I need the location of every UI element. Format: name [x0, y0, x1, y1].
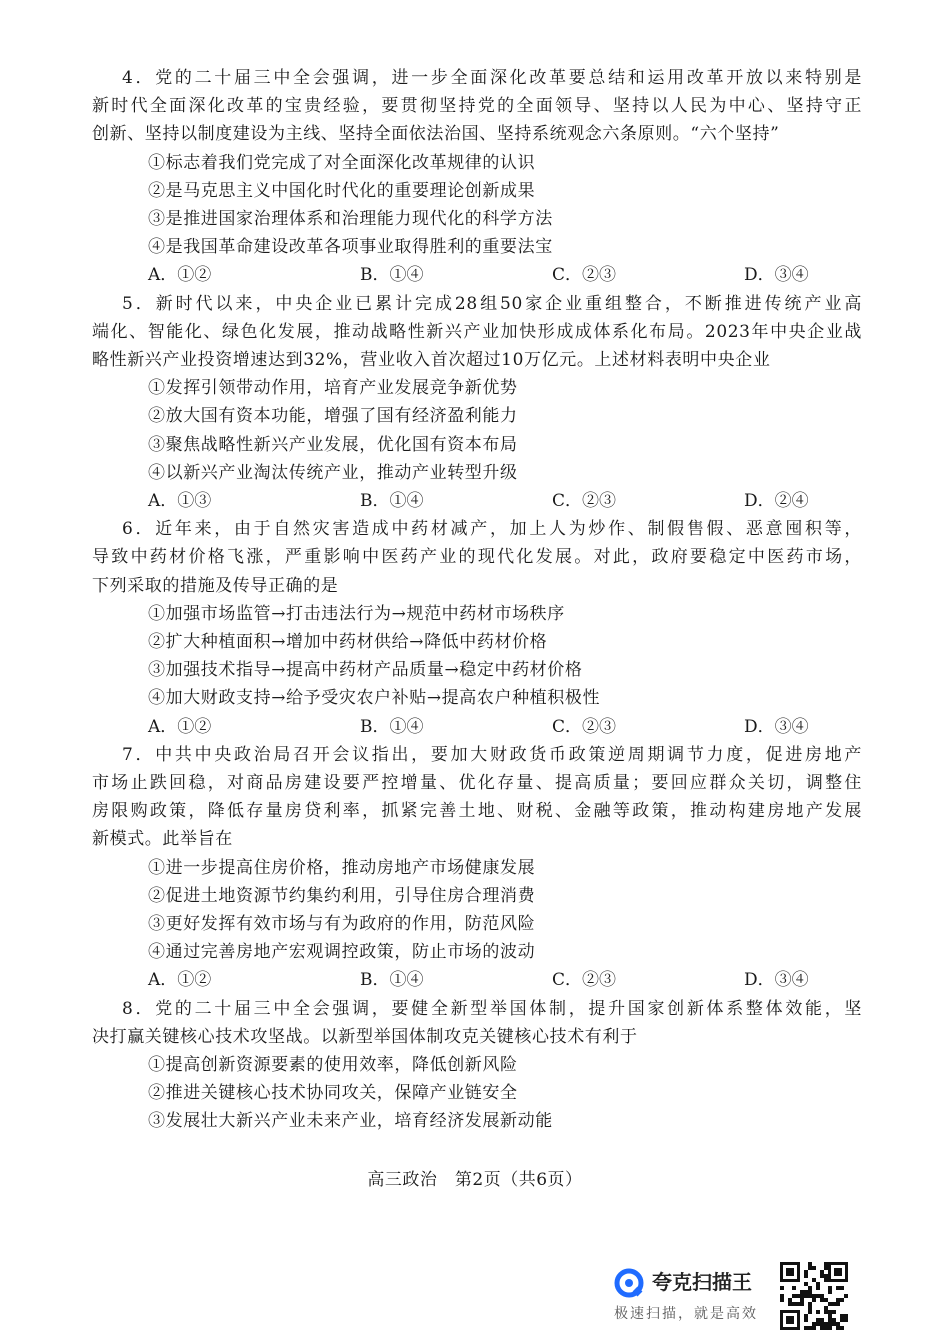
question-stem-line: 8．党的二十届三中全会强调，要健全新型举国体制，提升国家创新体系整体效能，坚 [122, 998, 862, 1019]
question-option: ④以新兴产业淘汰传统产业，推动产业转型升级 [148, 462, 518, 483]
answer-choice: D．③④ [744, 716, 809, 737]
question-option: ②是马克思主义中国化时代化的重要理论创新成果 [148, 180, 536, 201]
question-option: ①提高创新资源要素的使用效率，降低创新风险 [148, 1055, 518, 1075]
answer-choice: C．②③ [552, 265, 617, 286]
answer-choice: C．②③ [552, 970, 617, 991]
question-option: ①加强市场监管→打击违法行为→规范中药材市场秩序 [148, 603, 565, 624]
qr-code-icon [778, 1260, 850, 1332]
answer-choices [148, 966, 828, 994]
question-stem-line: 决打赢关键核心技术攻坚战。以新型举国体制攻克关键核心技术有利于 [92, 1026, 638, 1047]
answer-choice: D．②④ [744, 491, 809, 511]
answer-choice: B．①④ [360, 970, 424, 991]
scanner-logo-icon [614, 1268, 644, 1298]
question-option: ④是我国革命建设改革各项事业取得胜利的重要法宝 [148, 237, 553, 258]
scanner-brand-name: 夸克扫描王 [652, 1270, 752, 1294]
question-stem-line: 房限购政策，降低存量房贷利率，抓紧完善土地、财税、金融等政策，推动构建房地产发展 [92, 801, 862, 822]
question-stem-line: 端化、智能化、绿色化发展，推动战略性新兴产业加快形成成体系化布局。2023年中央企业战 [92, 321, 862, 342]
answer-choice: A．①② [148, 970, 212, 991]
answer-choices [148, 261, 828, 289]
answer-choices [148, 713, 828, 741]
question-option: ②放大国有资本功能，增强了国有经济盈利能力 [148, 406, 518, 427]
answer-choice: B．①④ [360, 716, 424, 737]
question-option: ①进一步提高住房价格，推动房地产市场健康发展 [148, 857, 536, 878]
question-option: ③加强技术指导→提高中药材产品质量→稳定中药材价格 [148, 660, 583, 681]
question-option: ②推进关键核心技术协同攻关，保障产业链安全 [148, 1083, 518, 1104]
question-stem-line: 略性新兴产业投资增速达到32%，营业收入首次超过10万亿元。上述材料表明中央企业 [92, 350, 771, 370]
answer-choice: C．②③ [552, 716, 617, 737]
question-option: ①发挥引领带动作用，培育产业发展竞争新优势 [148, 378, 518, 399]
answer-choice: A．①③ [148, 491, 212, 511]
question-stem-line: 新模式。此举旨在 [92, 829, 233, 850]
question-stem-line: 下列采取的措施及传导正确的是 [92, 575, 339, 596]
question-stem-line: 新时代全面深化改革的宝贵经验，要贯彻坚持党的全面领导、坚持以人民为中心、坚持守正 [92, 96, 862, 117]
question-option: ④通过完善房地产宏观调控政策，防止市场的波动 [148, 942, 536, 963]
answer-choice: B．①④ [360, 265, 424, 286]
answer-choices [148, 487, 828, 515]
question-stem-line: 7．中共中央政治局召开会议指出，要加大财政货币政策逆周期调节力度，促进房地产 [122, 744, 862, 765]
question-stem-line: 6．近年来，由于自然灾害造成中药材减产，加上人为炒作、制假售假、恶意囤积等， [122, 519, 862, 540]
answer-choice: D．③④ [744, 265, 809, 286]
scanner-watermark [614, 1262, 784, 1332]
question-option: ③更好发挥有效市场与有为政府的作用，防范风险 [148, 914, 536, 934]
answer-choice: A．①② [148, 716, 212, 737]
question-stem-line: 导致中药材价格飞涨，严重影响中医药产业的现代化发展。对此，政府要稳定中医药市场， [92, 547, 862, 568]
question-stem-line: 创新、坚持以制度建设为主线、坚持全面依法治国、坚持系统观念六条原则。“六个坚持” [92, 124, 780, 145]
page-footer: 高三政治 第2页（共6页） [367, 1170, 583, 1190]
question-stem-line: 5．新时代以来，中央企业已累计完成28组50家企业重组整合，不断推进传统产业高 [122, 293, 862, 314]
answer-choice: C．②③ [552, 491, 617, 511]
question-option: ①标志着我们党完成了对全面深化改革规律的认识 [148, 152, 536, 173]
scanner-brand-slogan: 极速扫描，就是高效 [614, 1306, 758, 1322]
question-stem-line: 4．党的二十届三中全会强调，进一步全面深化改革要总结和运用改革开放以来特别是 [122, 68, 862, 88]
question-option: ③是推进国家治理体系和治理能力现代化的科学方法 [148, 209, 553, 229]
answer-choice: B．①④ [360, 491, 424, 511]
question-option: ②促进土地资源节约集约利用，引导住房合理消费 [148, 885, 536, 906]
answer-choice: A．①② [148, 265, 212, 286]
question-option: ②扩大种植面积→增加中药材供给→降低中药材价格 [148, 632, 548, 652]
answer-choice: D．③④ [744, 970, 809, 991]
question-option: ③发展壮大新兴产业未来产业，培育经济发展新动能 [148, 1111, 553, 1132]
question-stem-line: 市场止跌回稳，对商品房建设要严控增量、优化存量、提高质量；要回应群众关切，调整住 [92, 773, 862, 793]
question-option: ④加大财政支持→给予受灾农户补贴→提高农户种植积极性 [148, 688, 601, 709]
question-option: ③聚焦战略性新兴产业发展，优化国有资本布局 [148, 434, 518, 455]
